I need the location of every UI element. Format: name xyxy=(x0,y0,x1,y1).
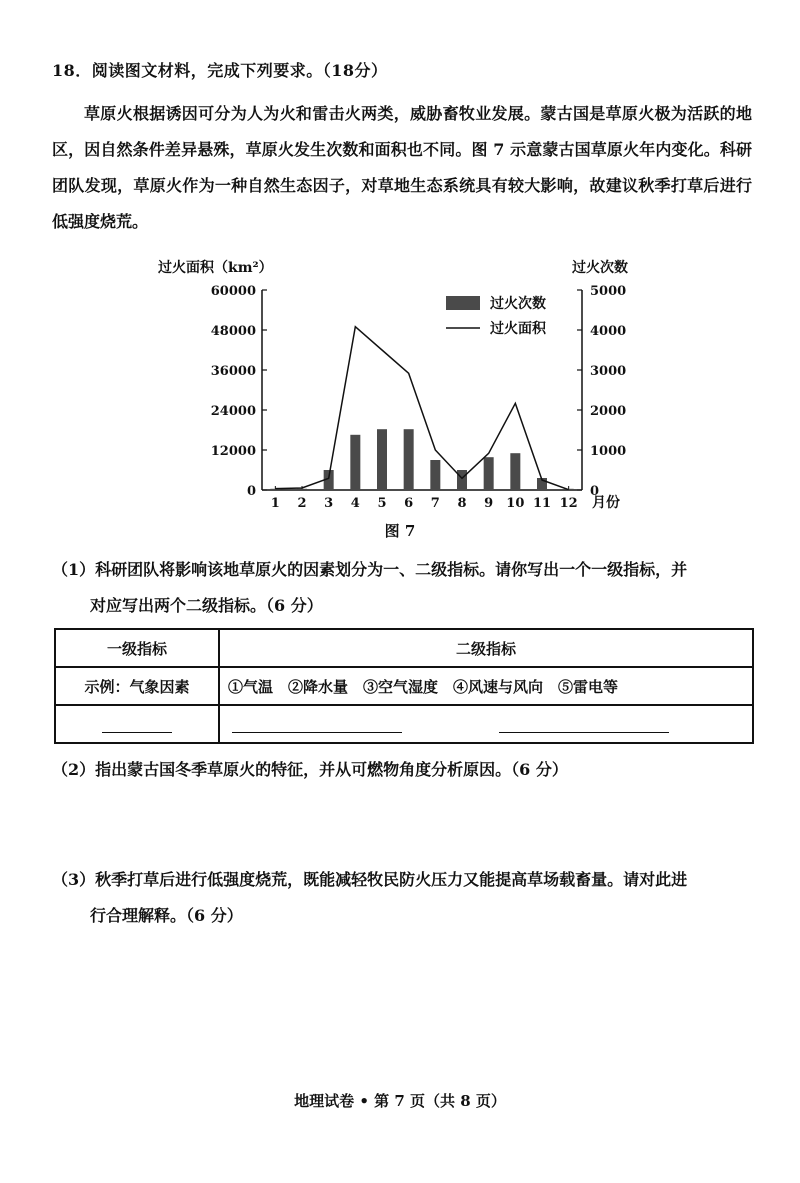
example-secondary: ①气温 ②降水量 ③空气湿度 ④风速与风向 ⑤雷电等 xyxy=(219,667,753,705)
x-tick-label: 12 xyxy=(559,496,578,511)
right-tick-label: 4000 xyxy=(590,324,627,339)
question-title: 18．阅读图文材料，完成下列要求。（18分） xyxy=(52,61,388,80)
table-header-row xyxy=(55,629,753,667)
left-axis-title: 过火面积（km²） xyxy=(158,260,273,276)
bar-fire-count xyxy=(430,460,440,490)
right-tick-label: 0 xyxy=(590,484,600,499)
sub-question-2: （2）指出蒙古国冬季草原火的特征，并从可燃物角度分析原因。（6 分） xyxy=(52,760,568,779)
right-tick-label: 1000 xyxy=(590,444,627,459)
left-tick-label: 48000 xyxy=(210,324,256,339)
header-secondary-indicator: 二级指标 xyxy=(219,629,753,667)
answer-blank-primary[interactable] xyxy=(102,716,172,733)
answer-secondary-cell[interactable] xyxy=(219,705,753,743)
x-axis-title: 月份 xyxy=(592,495,620,511)
x-tick-label: 10 xyxy=(506,496,525,511)
left-tick-label: 24000 xyxy=(210,404,256,419)
table-answer-row xyxy=(55,705,753,743)
x-tick-label: 2 xyxy=(297,496,307,511)
example-primary: 示例：气象因素 xyxy=(55,667,219,705)
bar-fire-count xyxy=(350,435,360,490)
left-tick-label: 12000 xyxy=(210,444,256,459)
fire-chart xyxy=(150,250,650,515)
x-tick-label: 6 xyxy=(404,496,414,511)
x-tick-label: 11 xyxy=(532,496,552,511)
answer-blank-secondary-2[interactable] xyxy=(499,716,669,733)
legend-bar-label: 过火次数 xyxy=(490,296,546,312)
bar-fire-count xyxy=(510,453,520,490)
right-tick-label: 3000 xyxy=(590,364,627,379)
right-tick-label: 2000 xyxy=(590,404,627,419)
bar-fire-count xyxy=(377,429,387,490)
page-footer: 地理试卷 • 第 7 页（共 8 页） xyxy=(294,1092,506,1110)
x-tick-label: 8 xyxy=(457,496,467,511)
left-tick-label: 0 xyxy=(246,484,256,499)
sub-question-1-line1: （1）科研团队将影响该地草原火的因素划分为一、二级指标。请你写出一个一级指标，并 xyxy=(52,560,688,579)
right-axis-title: 过火次数 xyxy=(572,260,628,276)
answer-primary-cell[interactable] xyxy=(55,705,219,743)
x-tick-label: 3 xyxy=(324,496,334,511)
right-tick-label: 5000 xyxy=(590,284,627,299)
sub-question-3-line2: 行合理解释。（6 分） xyxy=(90,906,243,925)
x-tick-label: 7 xyxy=(430,496,440,511)
figure-caption: 图 7 xyxy=(384,522,416,540)
table-example-row xyxy=(55,667,753,705)
legend-line-label: 过火面积 xyxy=(490,321,546,337)
bar-fire-count xyxy=(457,470,467,490)
header-primary-indicator: 一级指标 xyxy=(55,629,219,667)
left-tick-label: 60000 xyxy=(210,284,256,299)
x-tick-label: 1 xyxy=(270,496,280,511)
sub-question-3-line1: （3）秋季打草后进行低强度烧荒，既能减轻牧民防火压力又能提高草场载畜量。请对此进 xyxy=(52,870,688,889)
legend-bar-swatch xyxy=(446,296,480,310)
bar-fire-count xyxy=(484,457,494,490)
sub-question-1-line2: 对应写出两个二级指标。（6 分） xyxy=(90,596,323,615)
left-tick-label: 36000 xyxy=(210,364,256,379)
x-tick-label: 5 xyxy=(377,496,387,511)
sub-question-1 xyxy=(52,552,757,624)
material-text: 草原火根据诱因可分为人为火和雷击火两类，威胁畜牧业发展。蒙古国是草原火极为活跃的地区，因自然条件差异悬殊，草原火发生次数和面积也不同。图 7 示意蒙古国草原火年内变化。科研团队发现，草原火作为一种自然生态因子，对草地生态系统具有较大影响，故建议秋季打草后进行低强度烧荒。 xyxy=(52,104,752,231)
material-paragraph xyxy=(52,96,752,240)
line-fire-area xyxy=(275,327,568,490)
x-tick-label: 4 xyxy=(350,496,360,511)
bar-fire-count xyxy=(404,429,414,490)
bar-fire-count xyxy=(297,489,307,490)
indicator-table xyxy=(54,628,754,744)
answer-blank-secondary-1[interactable] xyxy=(232,716,402,733)
sub-question-3 xyxy=(52,862,757,934)
x-tick-label: 9 xyxy=(484,496,494,511)
